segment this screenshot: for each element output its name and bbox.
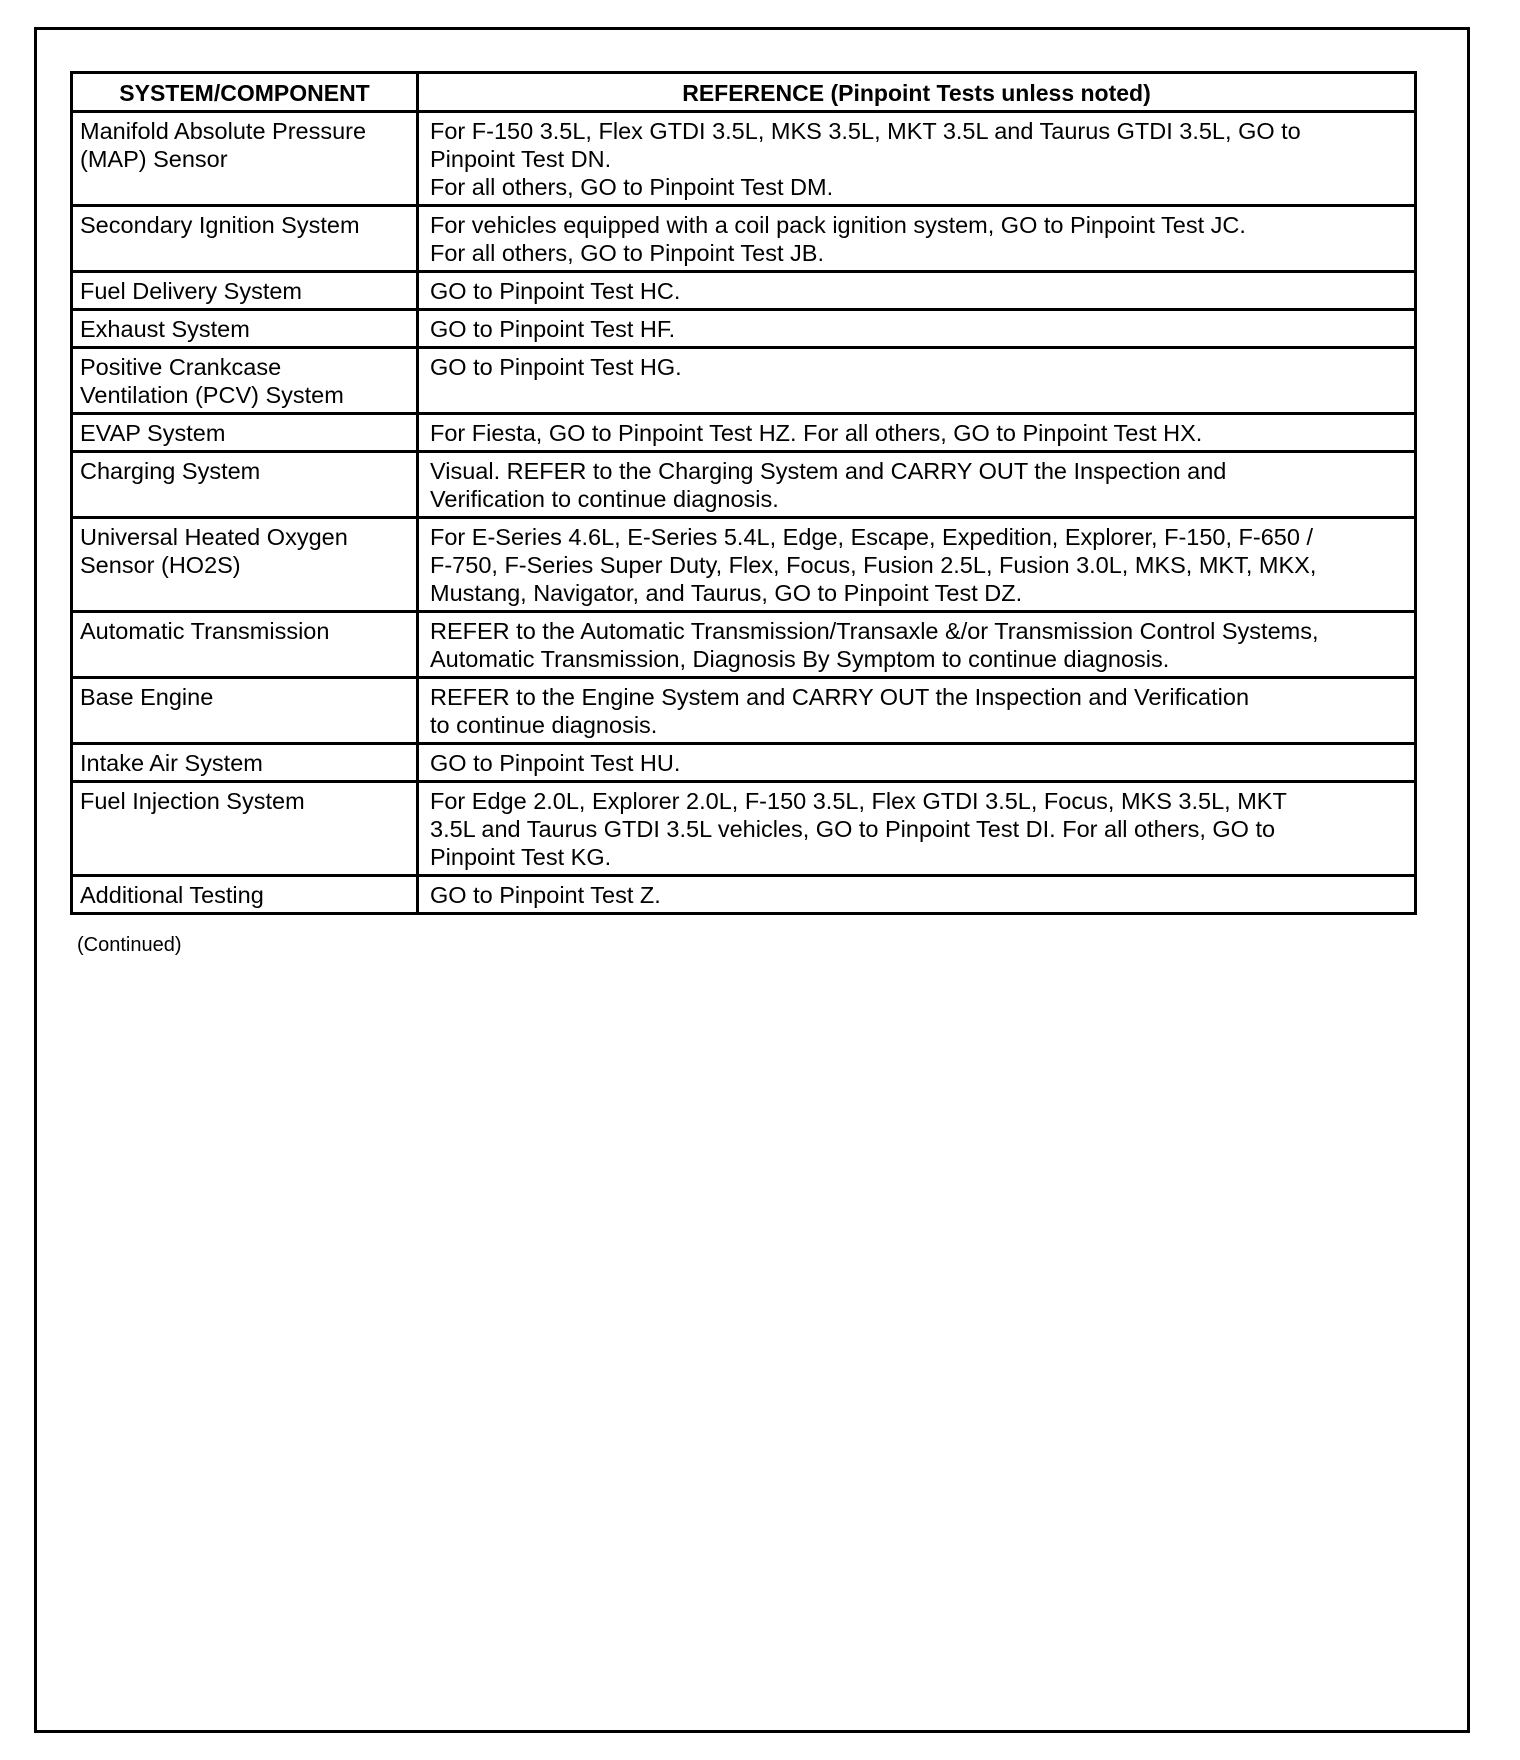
header-row [72,73,1416,112]
table-row [72,678,1416,744]
reference-text: F-750, F-Series Super Duty, Flex, Focus, Fusion 2.5L, Fusion 3.0L, MKS, MKT, MKX, [430,552,1317,578]
reference-text: Visual. REFER to the Charging System and CARRY OUT the Inspection and [430,458,1227,484]
reference-cell [418,310,1416,348]
system-component-text: Sensor (HO2S) [80,552,241,578]
system-component-text: (MAP) Sensor [80,146,228,172]
system-component-cell [72,414,418,452]
reference-text: For Edge 2.0L, Explorer 2.0L, F-150 3.5L, Flex GTDI 3.5L, Focus, MKS 3.5L, MKT [430,788,1287,814]
reference-cell [418,414,1416,452]
system-component-text: Fuel Delivery System [80,278,302,304]
table-row [72,348,1416,414]
reference-cell [418,612,1416,678]
table-row [72,612,1416,678]
reference-text: Mustang, Navigator, and Taurus, GO to Pinpoint Test DZ. [430,580,1023,606]
reference-cell [418,112,1416,206]
reference-text: Automatic Transmission, Diagnosis By Symptom to continue diagnosis. [430,646,1170,672]
system-component-cell [72,876,418,914]
system-component-text: Secondary Ignition System [80,212,360,238]
table-row [72,744,1416,782]
system-component-text: Fuel Injection System [80,788,305,814]
system-component-cell [72,744,418,782]
system-component-cell [72,206,418,272]
reference-cell [418,348,1416,414]
system-component-text: Positive Crankcase [80,354,282,380]
system-component-cell [72,518,418,612]
table-row [72,310,1416,348]
reference-text: 3.5L and Taurus GTDI 3.5L vehicles, GO to Pinpoint Test DI. For all others, GO to [430,816,1276,842]
system-component-text: EVAP System [80,420,226,446]
system-component-text: Intake Air System [80,750,263,776]
reference-cell [418,876,1416,914]
reference-cell [418,744,1416,782]
reference-cell [418,272,1416,310]
system-component-text: Automatic Transmission [80,618,330,644]
reference-text: to continue diagnosis. [430,712,658,738]
header-reference: REFERENCE (Pinpoint Tests unless noted) [418,73,1416,112]
reference-text: REFER to the Engine System and CARRY OUT the Inspection and Verification [430,684,1250,710]
table-row [72,272,1416,310]
system-component-text: Universal Heated Oxygen [80,524,348,550]
table-row [72,414,1416,452]
reference-text: For vehicles equipped with a coil pack ignition system, GO to Pinpoint Test JC. [430,212,1246,238]
reference-cell [418,782,1416,876]
system-component-cell [72,272,418,310]
system-component-cell [72,782,418,876]
reference-text: Verification to continue diagnosis. [430,486,779,512]
reference-cell [418,206,1416,272]
system-component-cell [72,112,418,206]
continued-note: (Continued) [77,934,182,956]
system-component-cell [72,310,418,348]
reference-text: For F-150 3.5L, Flex GTDI 3.5L, MKS 3.5L, MKT 3.5L and Taurus GTDI 3.5L, GO to [430,118,1301,144]
table-row [72,206,1416,272]
table-row [72,782,1416,876]
reference-text: GO to Pinpoint Test HG. [430,354,682,380]
system-component-text: Manifold Absolute Pressure [80,118,367,144]
system-component-text: Additional Testing [80,882,264,908]
header-system-component: SYSTEM/COMPONENT [72,73,418,112]
reference-text: Pinpoint Test KG. [430,844,612,870]
system-component-cell [72,612,418,678]
system-component-cell [72,348,418,414]
reference-cell [418,678,1416,744]
reference-cell [418,518,1416,612]
table-row [72,876,1416,914]
reference-text: GO to Pinpoint Test HU. [430,750,681,776]
reference-text: GO to Pinpoint Test HC. [430,278,681,304]
reference-text: Pinpoint Test DN. [430,146,612,172]
table-row [72,112,1416,206]
reference-text: GO to Pinpoint Test HF. [430,316,676,342]
system-component-text: Ventilation (PCV) System [80,382,344,408]
reference-text: GO to Pinpoint Test Z. [430,882,661,908]
system-component-text: Base Engine [80,684,214,710]
reference-text: For E-Series 4.6L, E-Series 5.4L, Edge, Escape, Expedition, Explorer, F-150, F-650 / [430,524,1313,550]
system-component-cell [72,678,418,744]
system-component-cell [72,452,418,518]
table-body [72,112,1416,914]
reference-cell [418,452,1416,518]
system-component-text: Charging System [80,458,261,484]
reference-text: For all others, GO to Pinpoint Test DM. [430,174,834,200]
reference-table [70,71,1417,915]
table-row [72,518,1416,612]
reference-text: REFER to the Automatic Transmission/Transaxle &/or Transmission Control Systems, [430,618,1319,644]
system-component-text: Exhaust System [80,316,250,342]
reference-text: For Fiesta, GO to Pinpoint Test HZ. For all others, GO to Pinpoint Test HX. [430,420,1203,446]
reference-text: For all others, GO to Pinpoint Test JB. [430,240,825,266]
table-row [72,452,1416,518]
